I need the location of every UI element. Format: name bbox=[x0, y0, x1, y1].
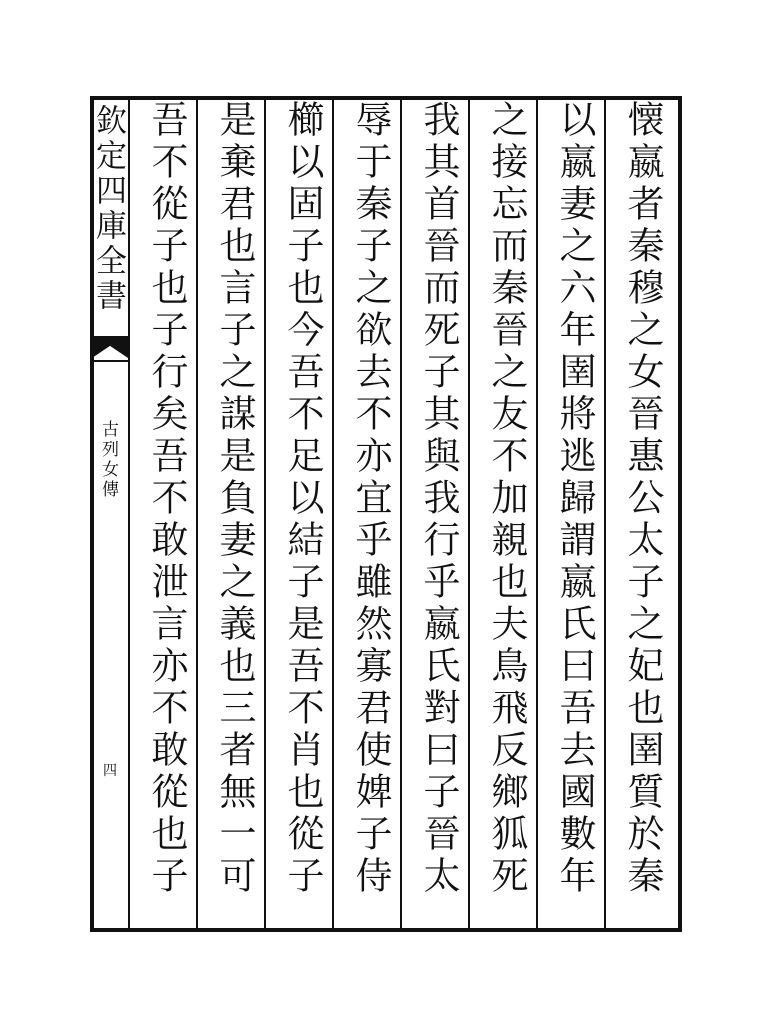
text-column-4: 我其首晉而死子其與我行乎嬴氏對曰子晉太 bbox=[417, 100, 460, 898]
text-column-5: 辱于秦子之欲去不亦宜乎雖然寡君使婢子侍 bbox=[349, 100, 392, 898]
column-rule bbox=[128, 100, 130, 928]
text-column-3: 之接忘而秦晉之友不加親也夫鳥飛反鄉狐死 bbox=[485, 100, 528, 898]
margin-page-number: 四 bbox=[103, 763, 117, 779]
margin-book-title: 古列女傳 bbox=[98, 420, 118, 500]
text-column-8: 吾不從子也子行矣吾不敢泄言亦不敢從也子 bbox=[145, 100, 188, 898]
text-column-7: 是棄君也言子之謀是負妻之義也三者無一可 bbox=[213, 100, 256, 898]
fishtail-rule bbox=[92, 360, 128, 362]
text-column-6: 櫛以固子也今吾不足以結子是吾不肖也從子 bbox=[281, 100, 324, 898]
text-column-2: 以嬴妻之六年圉將逃歸謂嬴氏曰吾去國數年 bbox=[553, 100, 596, 898]
text-column-1: 懐嬴者秦穆之女晉惠公太子之妃也圉質於秦 bbox=[621, 100, 664, 898]
margin-title: 欽定四庫全書 bbox=[90, 104, 126, 314]
